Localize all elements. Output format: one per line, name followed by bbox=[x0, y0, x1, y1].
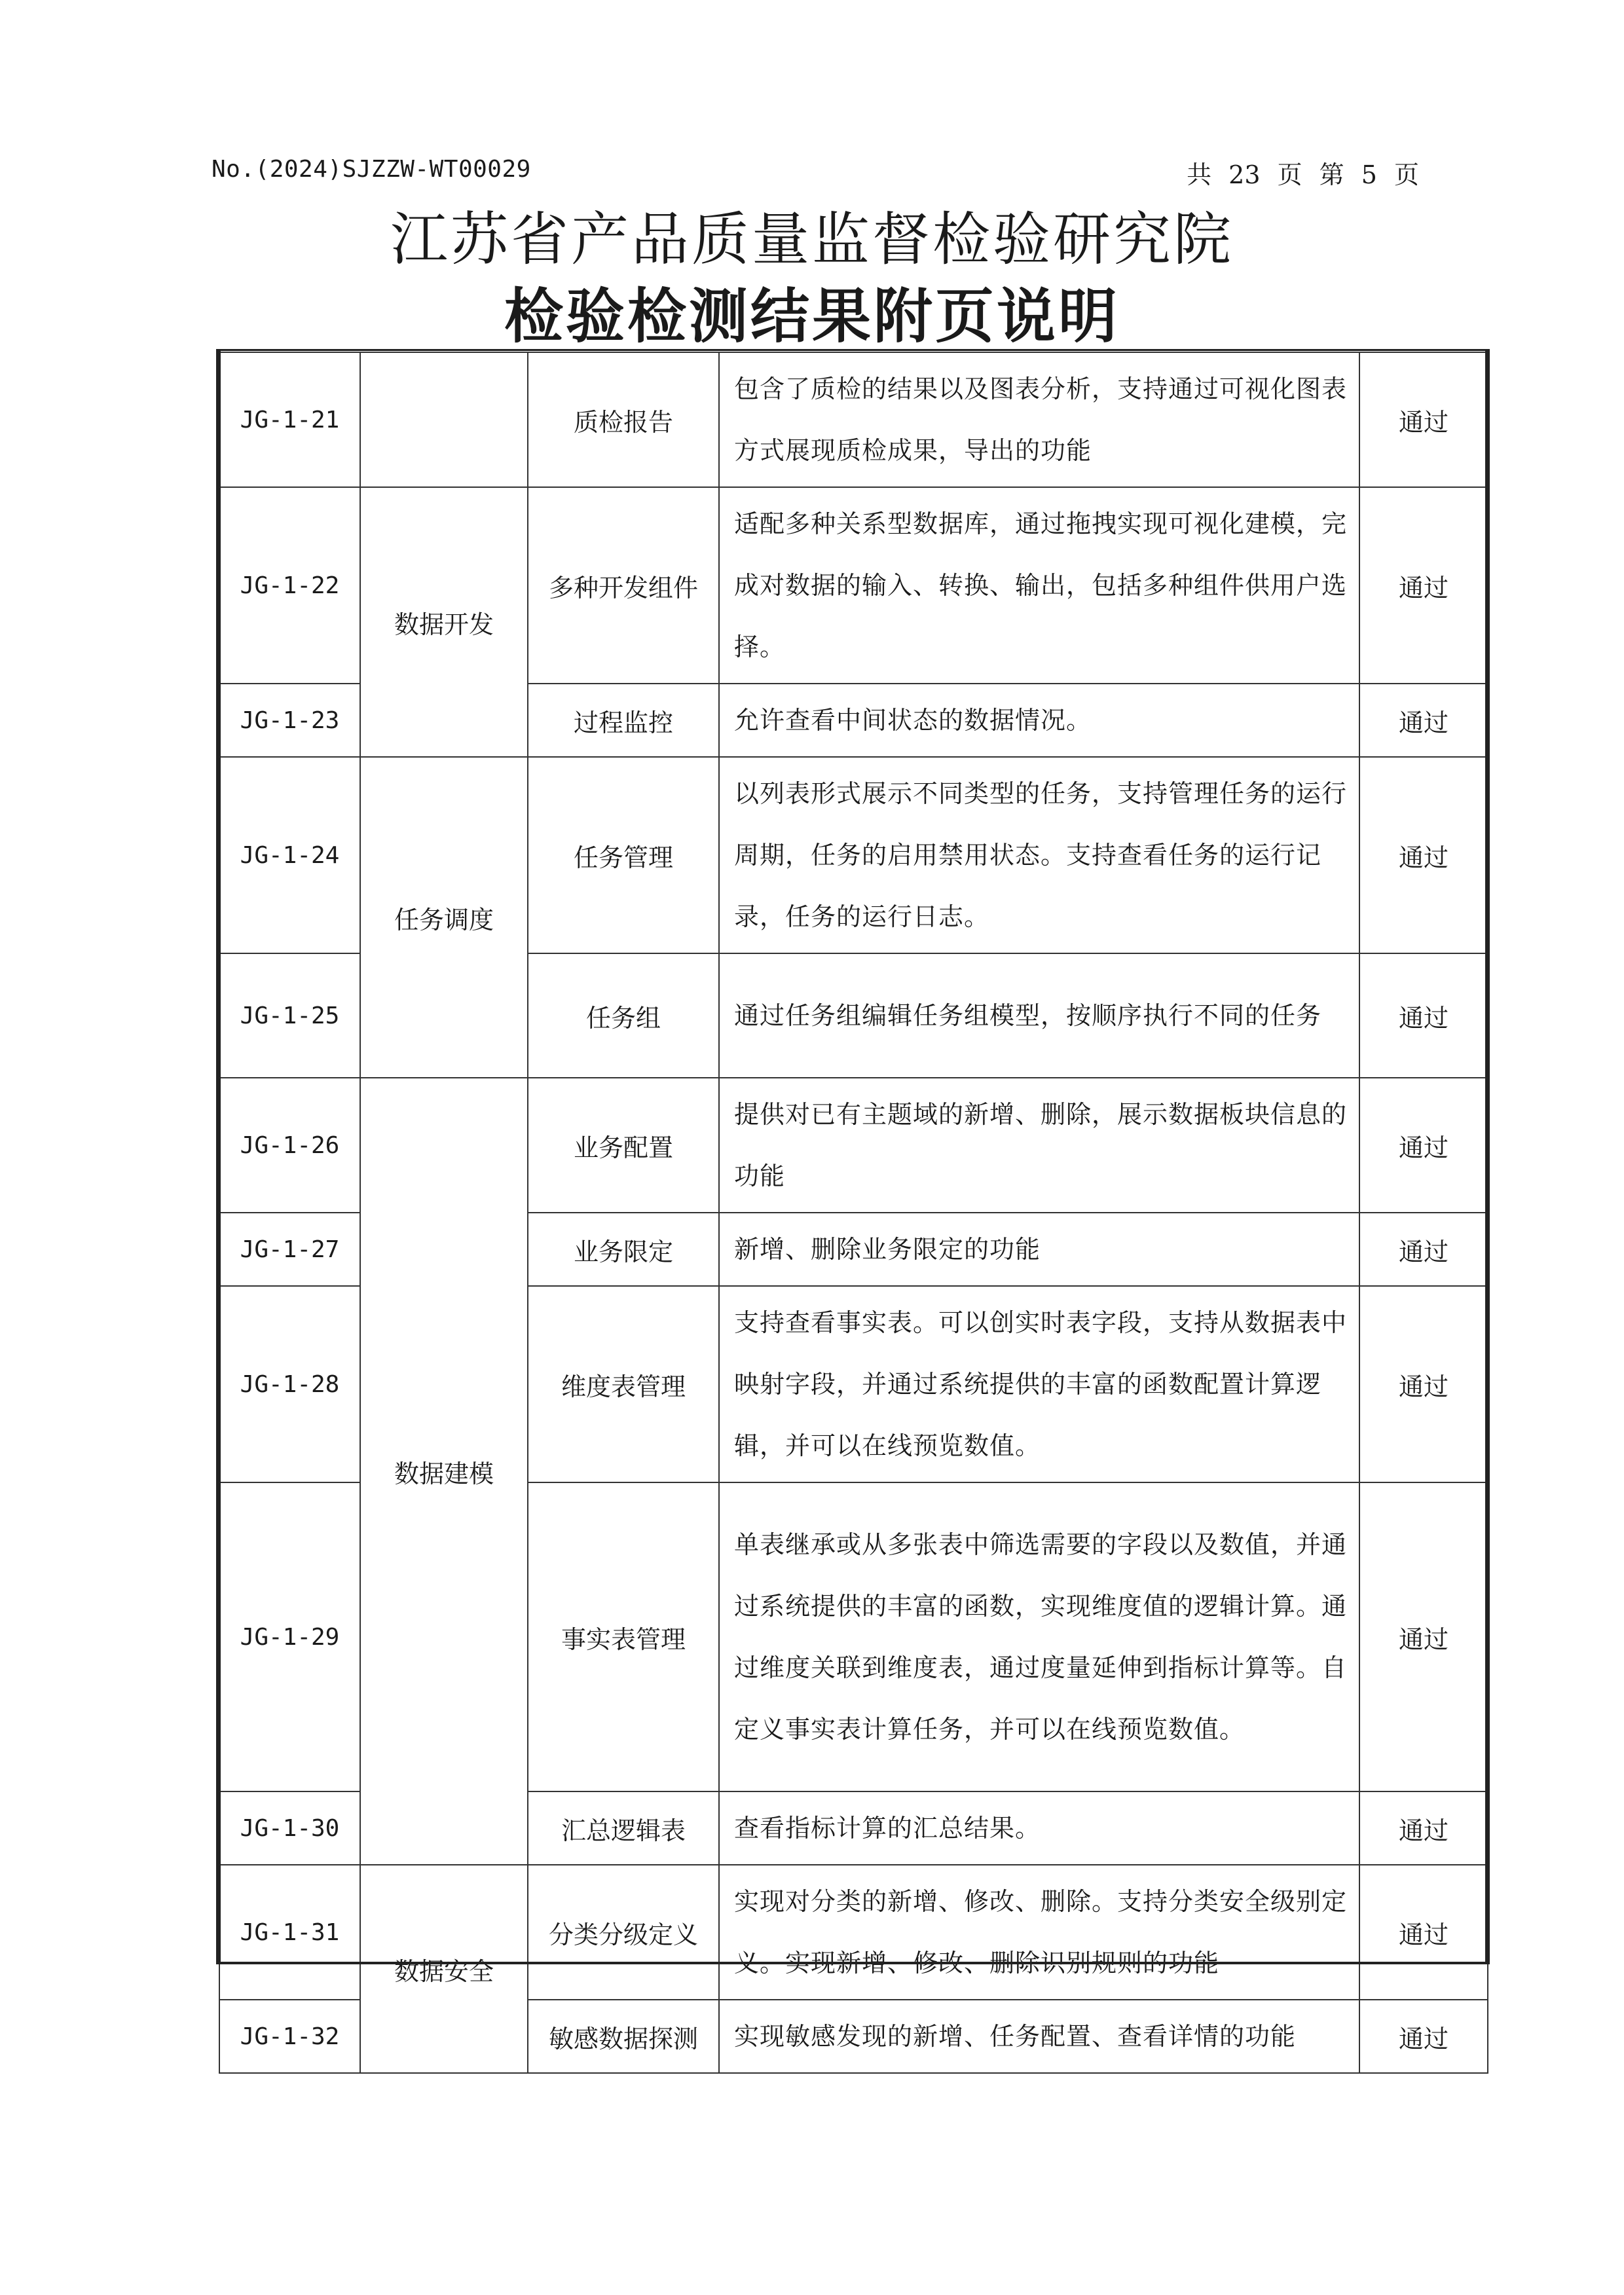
row-result: 通过 bbox=[1359, 953, 1488, 1078]
row-id: JG-1-23 bbox=[219, 684, 360, 757]
row-item: 事实表管理 bbox=[528, 1482, 719, 1791]
table-row bbox=[219, 757, 1488, 953]
row-item: 任务组 bbox=[528, 953, 719, 1078]
row-description: 通过任务组编辑任务组模型，按顺序执行不同的任务 bbox=[719, 953, 1359, 1078]
row-description: 单表继承或从多张表中筛选需要的字段以及数值，并通过系统提供的丰富的函数，实现维度值的逻辑计算。通过维度关联到维度表，通过度量延伸到指标计算等。自定义事实表计算任务，并可以在线预览数值。 bbox=[719, 1482, 1359, 1791]
table-frame-top bbox=[216, 349, 1490, 351]
row-item: 汇总逻辑表 bbox=[528, 1791, 719, 1865]
row-result: 通过 bbox=[1359, 352, 1488, 487]
category-cell-empty bbox=[360, 352, 528, 487]
row-description: 包含了质检的结果以及图表分析，支持通过可视化图表方式展现质检成果，导出的功能 bbox=[719, 352, 1359, 487]
category-data-dev: 数据开发 bbox=[360, 487, 528, 757]
row-id: JG-1-27 bbox=[219, 1213, 360, 1286]
row-description: 新增、删除业务限定的功能 bbox=[719, 1213, 1359, 1286]
category-task-sched: 任务调度 bbox=[360, 757, 528, 1078]
row-item: 维度表管理 bbox=[528, 1286, 719, 1482]
report-number: No.(2024)SJZZW-WT00029 bbox=[212, 156, 531, 183]
table-frame-bottom bbox=[216, 1962, 1490, 1964]
row-item: 多种开发组件 bbox=[528, 487, 719, 684]
row-description: 支持查看事实表。可以创实时表字段，支持从数据表中映射字段，并通过系统提供的丰富的函数配置计算逻辑，并可以在线预览数值。 bbox=[719, 1286, 1359, 1482]
row-id: JG-1-24 bbox=[219, 757, 360, 953]
row-description: 适配多种关系型数据库，通过拖拽实现可视化建模，完成对数据的输入、转换、输出，包括多种组件供用户选择。 bbox=[719, 487, 1359, 684]
row-id: JG-1-32 bbox=[219, 2000, 360, 2073]
row-result: 通过 bbox=[1359, 1482, 1488, 1791]
category-data-security: 数据安全 bbox=[360, 1865, 528, 2073]
row-result: 通过 bbox=[1359, 1286, 1488, 1482]
row-result: 通过 bbox=[1359, 1078, 1488, 1213]
row-item: 业务限定 bbox=[528, 1213, 719, 1286]
institute-name: 江苏省产品质量监督检验研究院 bbox=[390, 206, 1234, 273]
table-frame-left bbox=[216, 349, 221, 1964]
row-id: JG-1-26 bbox=[219, 1078, 360, 1213]
row-result: 通过 bbox=[1359, 1865, 1488, 2000]
row-result: 通过 bbox=[1359, 1213, 1488, 1286]
category-data-model: 数据建模 bbox=[360, 1078, 528, 1865]
table-row bbox=[219, 352, 1488, 487]
row-id: JG-1-22 bbox=[219, 487, 360, 684]
row-id: JG-1-21 bbox=[219, 352, 360, 487]
table-row bbox=[219, 1865, 1488, 2000]
row-result: 通过 bbox=[1359, 1791, 1488, 1865]
row-description: 允许查看中间状态的数据情况。 bbox=[719, 684, 1359, 757]
row-description: 查看指标计算的汇总结果。 bbox=[719, 1791, 1359, 1865]
row-result: 通过 bbox=[1359, 2000, 1488, 2073]
row-item: 过程监控 bbox=[528, 684, 719, 757]
row-id: JG-1-28 bbox=[219, 1286, 360, 1482]
table-frame-right bbox=[1485, 349, 1490, 1964]
table-row bbox=[219, 1078, 1488, 1213]
row-description: 实现对分类的新增、修改、删除。支持分类安全级别定义。实现新增、修改、删除识别规则的功能 bbox=[719, 1865, 1359, 2000]
row-item: 业务配置 bbox=[528, 1078, 719, 1213]
row-result: 通过 bbox=[1359, 757, 1488, 953]
page-indicator: 共 23 页 第 5 页 bbox=[1187, 160, 1419, 189]
row-id: JG-1-29 bbox=[219, 1482, 360, 1791]
row-item: 分类分级定义 bbox=[528, 1865, 719, 2000]
row-result: 通过 bbox=[1359, 487, 1488, 684]
row-description: 提供对已有主题域的新增、删除，展示数据板块信息的功能 bbox=[719, 1078, 1359, 1213]
row-id: JG-1-31 bbox=[219, 1865, 360, 2000]
row-item: 敏感数据探测 bbox=[528, 2000, 719, 2073]
row-item: 质检报告 bbox=[528, 352, 719, 487]
row-result: 通过 bbox=[1359, 684, 1488, 757]
row-description: 实现敏感发现的新增、任务配置、查看详情的功能 bbox=[719, 2000, 1359, 2073]
row-id: JG-1-25 bbox=[219, 953, 360, 1078]
row-item: 任务管理 bbox=[528, 757, 719, 953]
results-table bbox=[219, 352, 1488, 2074]
row-id: JG-1-30 bbox=[219, 1791, 360, 1865]
row-description: 以列表形式展示不同类型的任务，支持管理任务的运行周期，任务的启用禁用状态。支持查看任务的运行记录，任务的运行日志。 bbox=[719, 757, 1359, 953]
table-row bbox=[219, 487, 1488, 684]
document-title: 检验检测结果附页说明 bbox=[504, 282, 1120, 351]
